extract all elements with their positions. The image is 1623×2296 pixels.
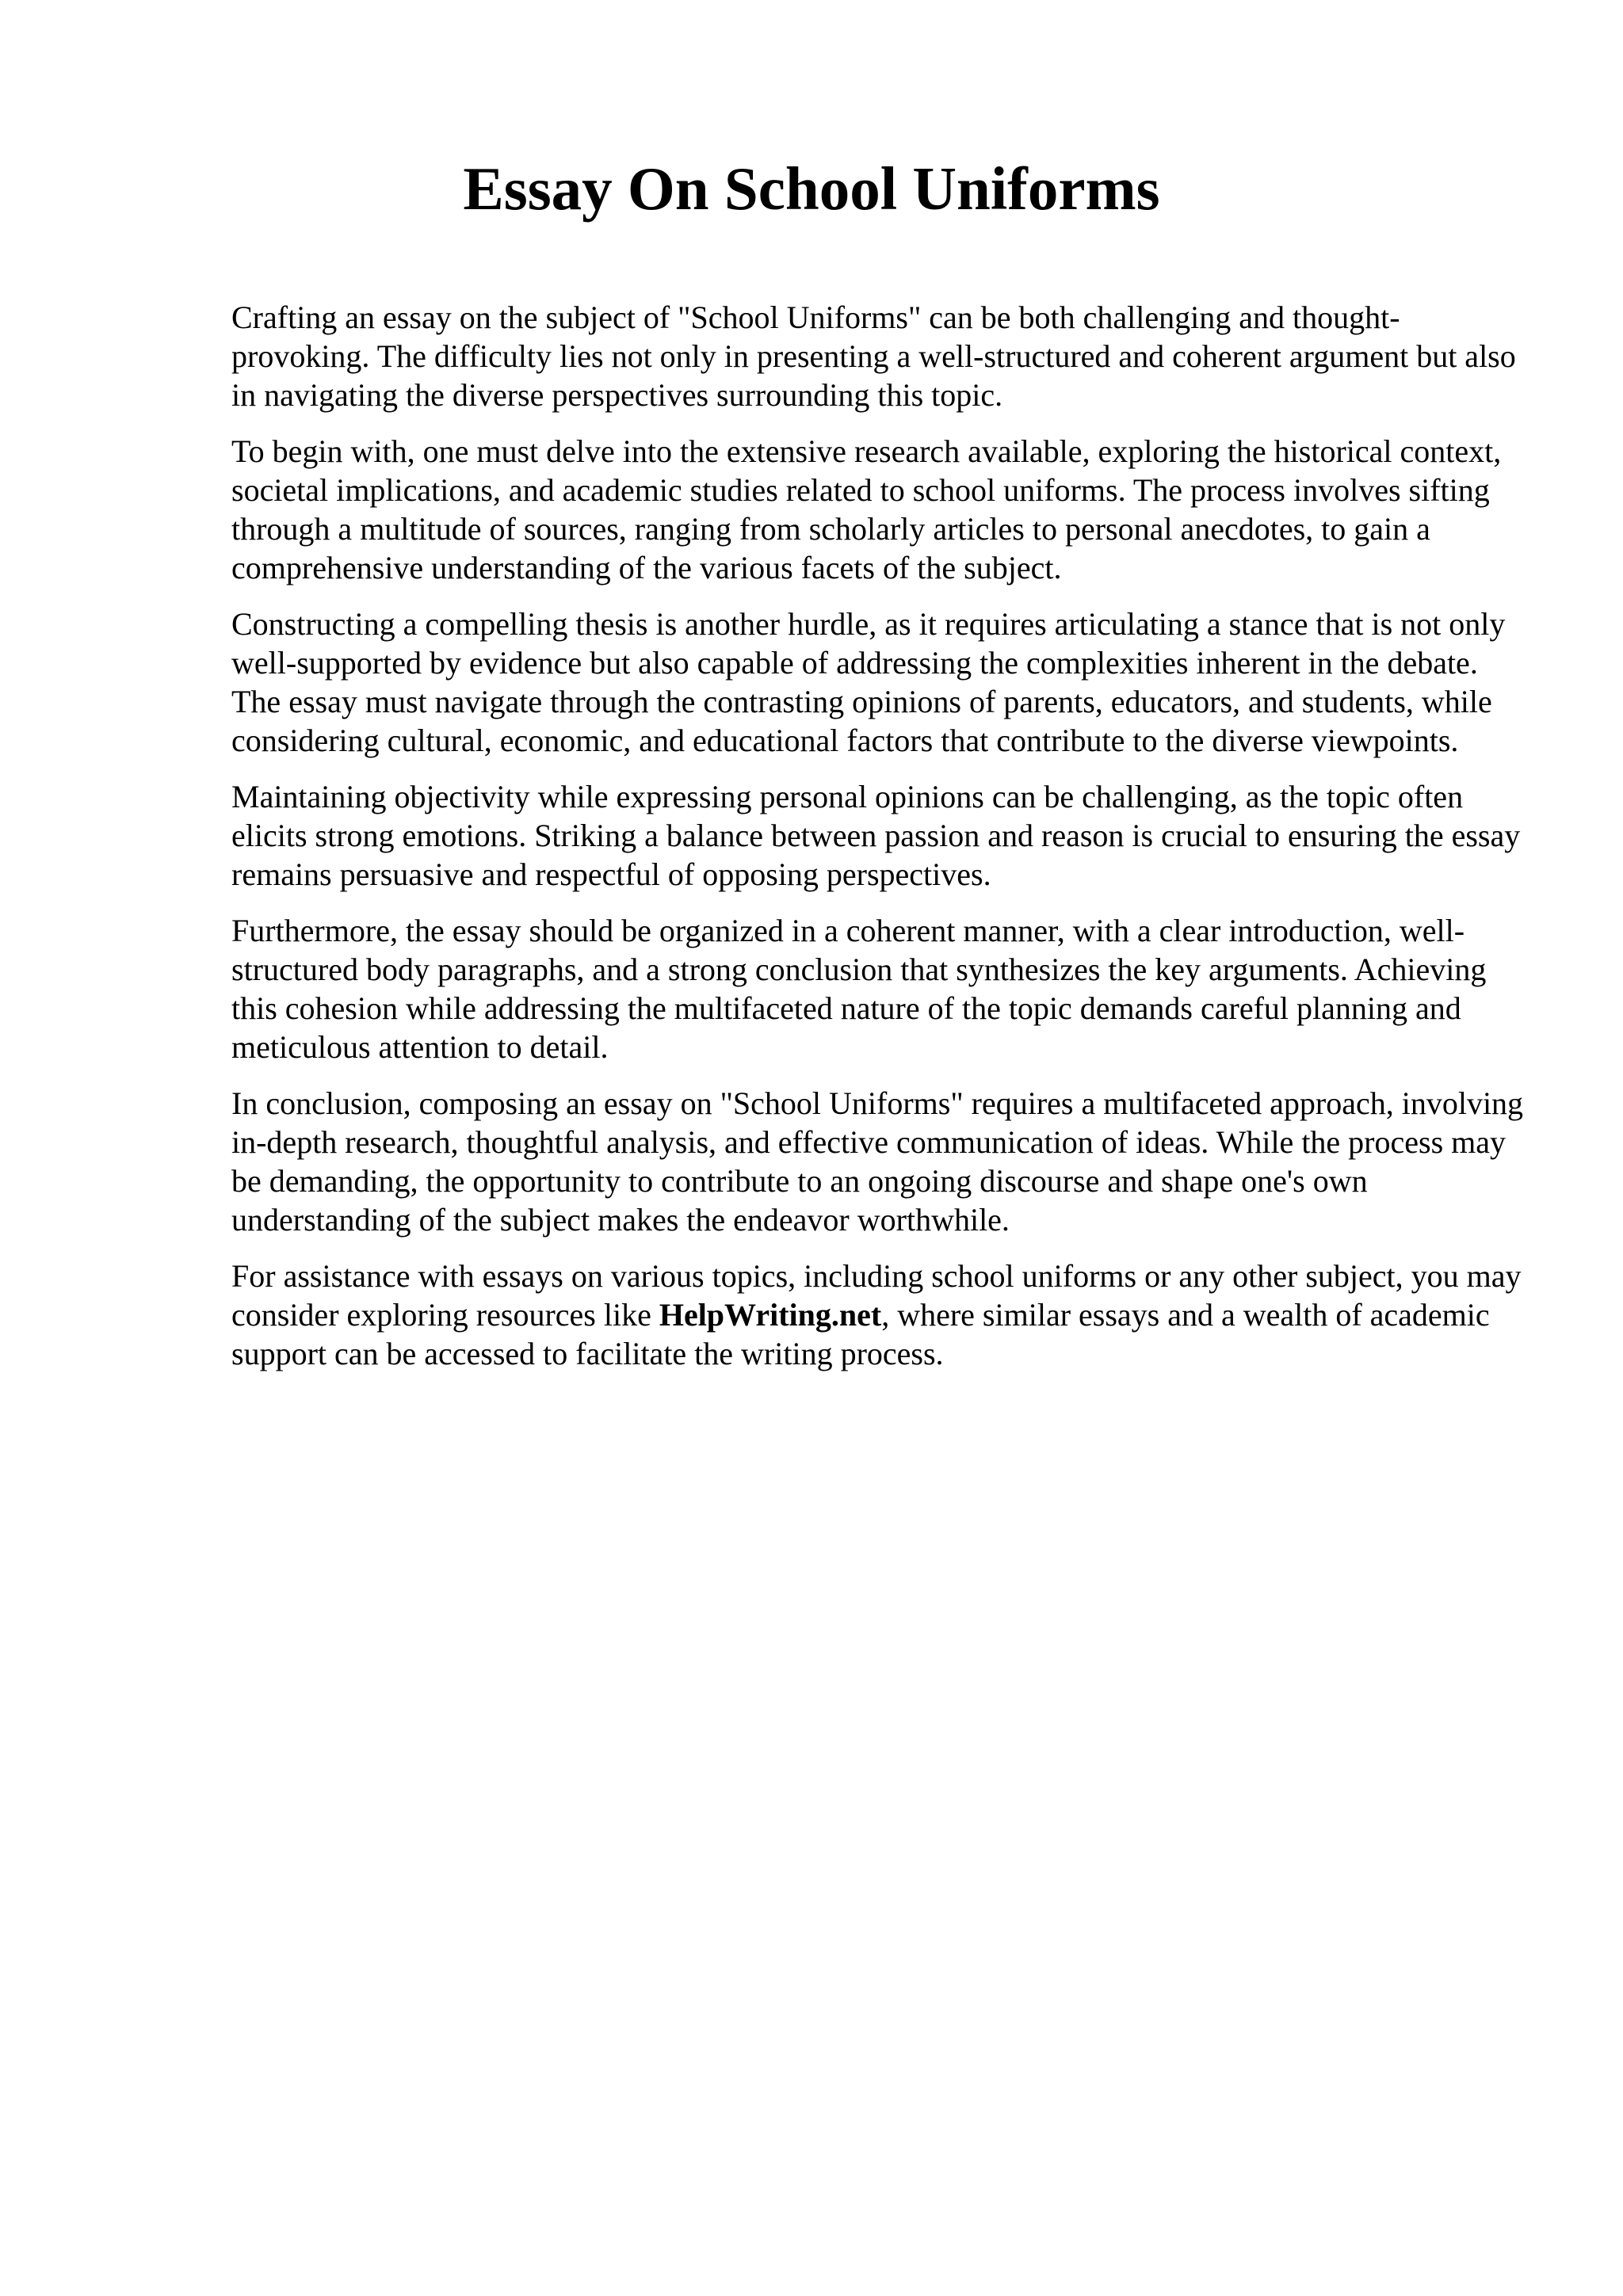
closing-text-after: , where similar essays and a wealth of academic support can be accessed to facilitate the writing process. — [231, 1297, 1490, 1371]
helpwriting-link[interactable]: HelpWriting.net — [659, 1297, 882, 1333]
paragraph-organization: Furthermore, the essay should be organized in a coherent manner, with a clear introduction, well-structured body paragraphs, and a strong conclusion that synthesizes the key arguments. Achieving this cohesion while addressing the multifaceted nature of the topic demands careful planning and meticulous attention to detail. — [231, 913, 1487, 1065]
page-title: Essay On School Uniforms — [463, 154, 1160, 223]
paragraph-intro: Crafting an essay on the subject of "School Uniforms" can be both challenging and thought-provoking. The difficulty lies not only in presenting a well-structured and coherent argument but also in navigating the diverse perspectives surrounding this topic. — [231, 299, 1516, 413]
paragraph-objectivity: Maintaining objectivity while expressing personal opinions can be challenging, as the topic often elicits strong emotions. Striking a balance between passion and reason is crucial to ensuring the essay remains persuasive and respectful of opposing perspectives. — [231, 779, 1521, 892]
essay-body — [231, 298, 1531, 1390]
paragraph-research: To begin with, one must delve into the extensive research available, exploring the historical context, societal implications, and academic studies related to school uniforms. The process involves sifting through a multitude of sources, ranging from scholarly articles to personal anecdotes, to gain a comprehensive understanding of the various facets of the subject. — [231, 433, 1502, 585]
paragraph-conclusion: In conclusion, composing an essay on "School Uniforms" requires a multifaceted approach, involving in-depth research, thoughtful analysis, and effective communication of ideas. While the process may be demanding, the opportunity to contribute to an ongoing discourse and shape one's own understanding of the subject makes the endeavor worthwhile. — [231, 1085, 1524, 1238]
closing-text-before: For assistance with essays on various topics, including school uniforms or any other subject, you may consider exploring resources like — [231, 1258, 1522, 1333]
paragraph-thesis: Constructing a compelling thesis is another hurdle, as it requires articulating a stance that is not only well-supported by evidence but also capable of addressing the complexities inherent in the debate. The essay must navigate through the contrasting opinions of parents, educators, and students, while considering cultural, economic, and educational factors that contribute to the diverse viewpoints. — [231, 606, 1506, 758]
paragraph-closing — [231, 1257, 1531, 1373]
